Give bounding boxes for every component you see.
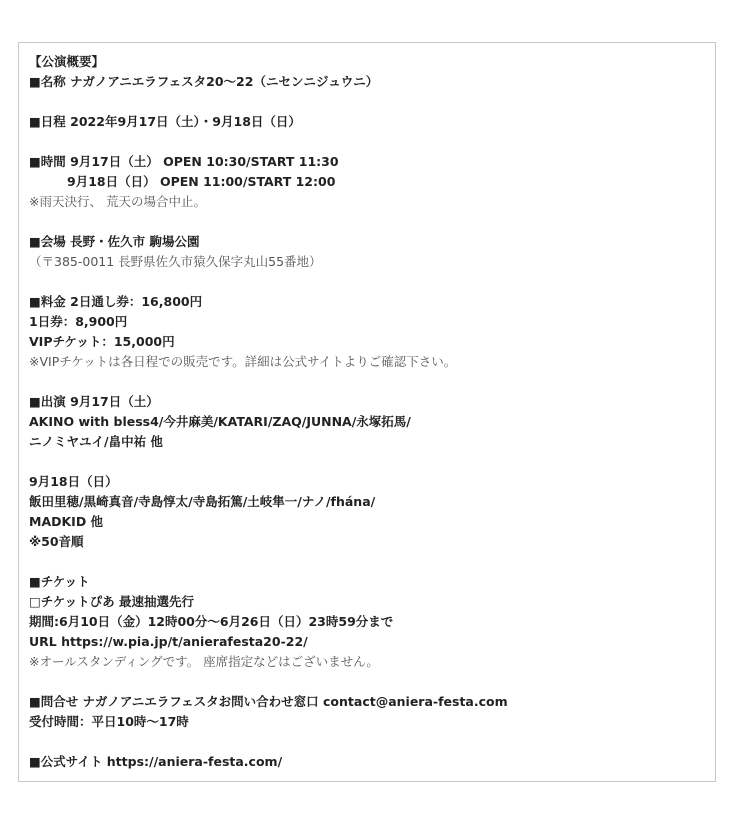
text-line: 1日券：8,900円 <box>29 314 128 329</box>
text-line: VIPチケット：15,000円 <box>29 334 175 349</box>
text-line: □チケットぴあ 最速抽選先行 <box>29 594 195 609</box>
text-line: ■公式サイト https://aniera-festa.com/ <box>29 754 283 769</box>
blank-line <box>29 372 705 392</box>
text-line: 9月18日（日） <box>29 474 118 489</box>
text-line: 9月18日（日） OPEN 11:00/START 12:00 <box>67 174 336 189</box>
text-line: 受付時間：平日10時〜17時 <box>29 714 189 729</box>
blank-line <box>29 452 705 472</box>
text-line: 飯田里穂/黒崎真音/寺島惇太/寺島拓篤/土岐隼一/ナノ/fhána/ <box>29 494 376 509</box>
text-line: ■チケット <box>29 574 90 589</box>
blank-line <box>29 552 705 572</box>
text-line: ■名称 ナガノアニエラフェスタ20〜22（ニセンニジュウニ） <box>29 74 379 89</box>
text-line: ※オールスタンディングです。 座席指定などはございません。 <box>29 654 379 669</box>
text-line: 【公演概要】 <box>29 54 105 69</box>
text-line: ■日程 2022年9月17日（土）・9月18日（日） <box>29 114 301 129</box>
text-line: ■出演 9月17日（土） <box>29 394 159 409</box>
text-line: 期間:6月10日（金）12時00分〜6月26日（日）23時59分まで <box>29 614 394 629</box>
event-overview-box <box>18 42 716 782</box>
text-line: ■会場 長野・佐久市 駒場公園 <box>29 234 200 249</box>
text-line: ■時間 9月17日（土） OPEN 10:30/START 11:30 <box>29 154 339 169</box>
text-line: URL https://w.pia.jp/t/anierafesta20-22/ <box>29 634 308 649</box>
event-overview-text <box>29 52 705 772</box>
blank-line <box>29 272 705 292</box>
text-line: MADKID 他 <box>29 514 104 529</box>
text-line: ニノミヤユイ/畠中祐 他 <box>29 434 163 449</box>
blank-line <box>29 212 705 232</box>
text-line: ※雨天決行、 荒天の場合中止。 <box>29 194 206 209</box>
text-line: （〒385-0011 長野県佐久市猿久保字丸山55番地） <box>29 254 322 269</box>
text-line: ■問合せ ナガノアニエラフェスタお問い合わせ窓口 contact@aniera-festa.com <box>29 694 508 709</box>
text-line: ■料金 2日通し券：16,800円 <box>29 294 203 309</box>
blank-line <box>29 92 705 112</box>
text-line: ※50音順 <box>29 534 84 549</box>
text-line: AKINO with bless4/今井麻美/KATARI/ZAQ/JUNNA/永塚拓馬/ <box>29 414 411 429</box>
blank-line <box>29 732 705 752</box>
text-line: ※VIPチケットは各日程での販売です。詳細は公式サイトよりご確認下さい。 <box>29 354 457 369</box>
blank-line <box>29 132 705 152</box>
blank-line <box>29 672 705 692</box>
